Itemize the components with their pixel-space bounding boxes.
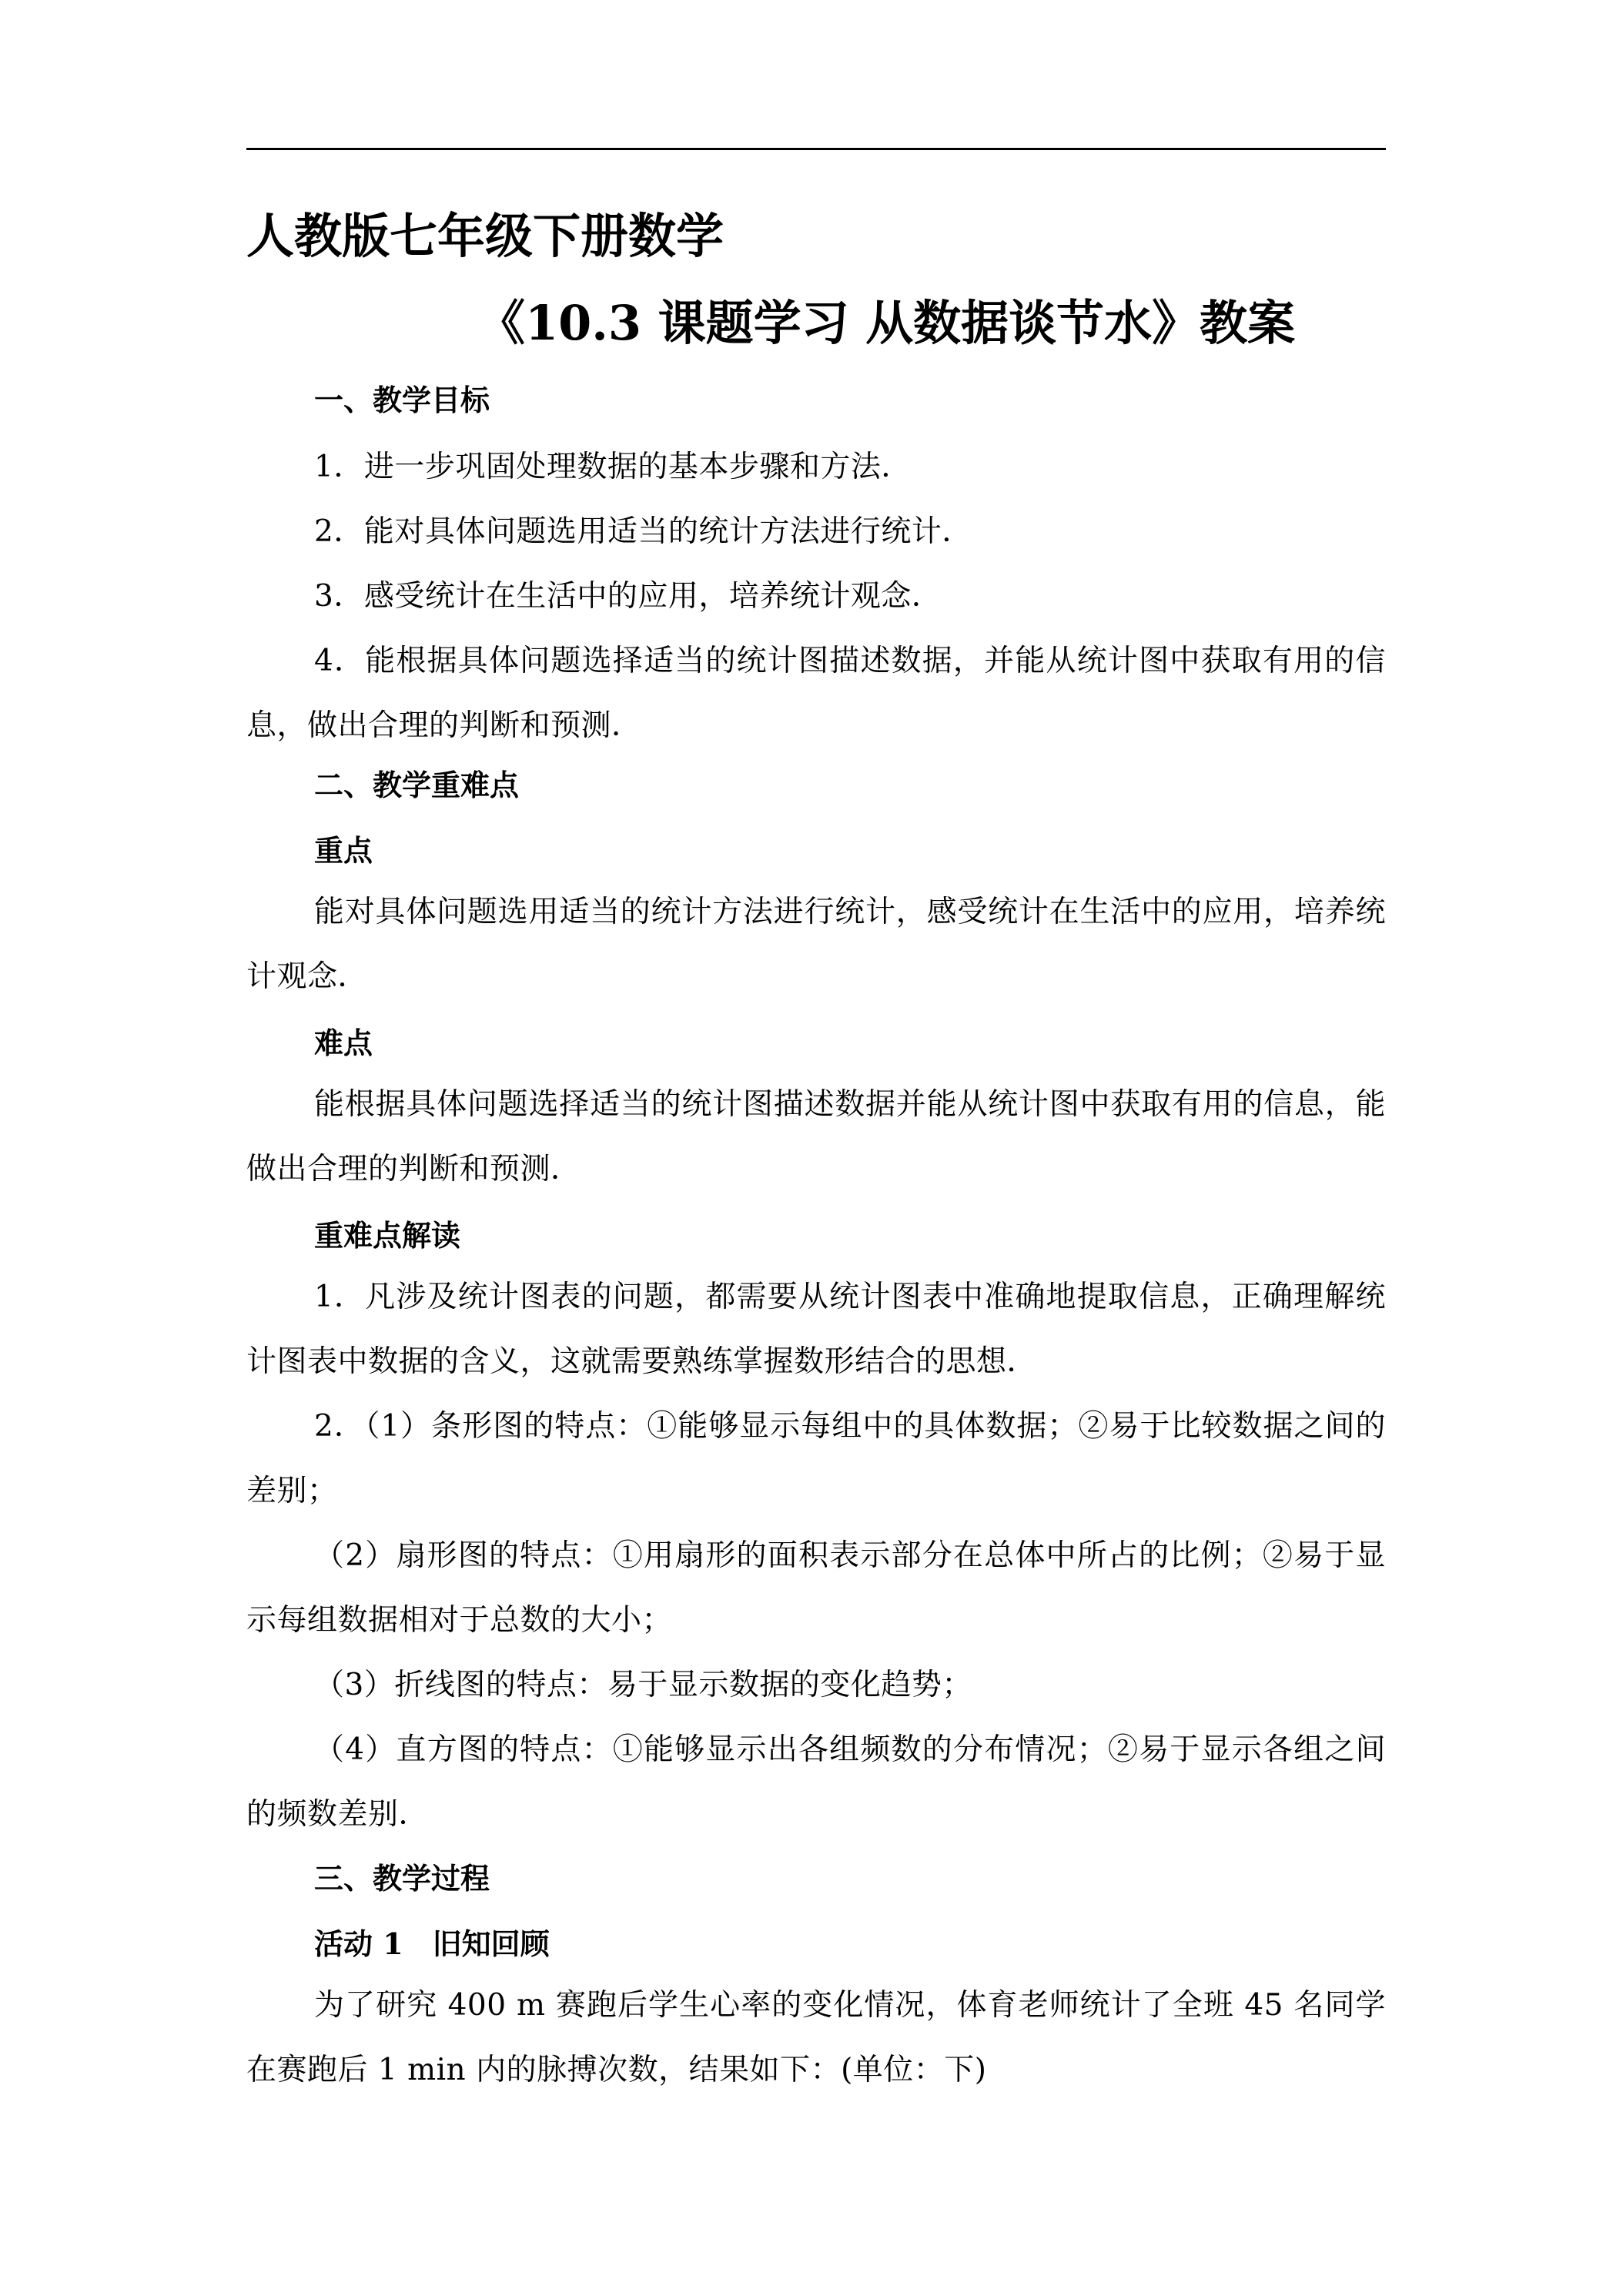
interpretation-item-4: （3）折线图的特点：易于显示数据的变化趋势； [314,1668,972,1702]
section-heading-key-points: 二、教学重难点 [314,768,520,802]
activity-text: 为了研究 400 m 赛跑后学生心率的变化情况，体育老师统计了全班 45 名同学在赛跑后 1 min 内的脉搏次数，结果如下：(单位：下) [246,1988,1386,2087]
subheading-interpretation: 重难点解读 [314,1218,461,1253]
objective-item-3: 3．感受统计在生活中的应用，培养统计观念． [314,579,942,614]
difficulty-text: 能根据具体问题选择适当的统计图描述数据并能从统计图中获取有用的信息，能做出合理的判断和预测． [246,1087,1386,1186]
document-title-line-2: 《10.3 课题学习 从数据谈节水》教案 [477,295,1296,351]
objective-item-2: 2．能对具体问题选用适当的统计方法进行统计． [314,514,972,549]
document-title-line-1: 人教版七年级下册数学 [246,208,724,264]
interpretation-item-3: （2）扇形图的特点：①用扇形的面积表示部分在总体中所占的比例；②易于显示每组数据相对于总数的大小； [246,1538,1386,1638]
activity-heading: 活动 1 旧知回顾 [314,1926,550,1961]
subheading-difficulty: 难点 [314,1026,373,1060]
objective-item-1: 1．进一步巩固处理数据的基本步骤和方法． [314,450,912,484]
interpretation-item-1: 1．凡涉及统计图表的问题，都需要从统计图表中准确地提取信息，正确理解统计图表中数据的含义，这就需要熟练掌握数形结合的思想． [246,1280,1386,1379]
section-heading-process: 三、教学过程 [314,1861,490,1896]
objective-item-4: 4．能根据具体问题选择适当的统计图描述数据，并能从统计图中获取有用的信息，做出合理的判断和预测． [246,644,1386,743]
subheading-key: 重点 [314,833,373,868]
interpretation-item-2: 2．（1）条形图的特点：①能够显示每组中的具体数据；②易于比较数据之间的差别； [246,1409,1386,1508]
header-rule [246,148,1386,150]
interpretation-item-5: （4）直方图的特点：①能够显示出各组频数的分布情况；②易于显示各组之间的频数差别． [246,1732,1386,1832]
section-heading-objectives: 一、教学目标 [314,383,490,417]
key-point-text: 能对具体问题选用适当的统计方法进行统计，感受统计在生活中的应用，培养统计观念． [246,895,1386,994]
